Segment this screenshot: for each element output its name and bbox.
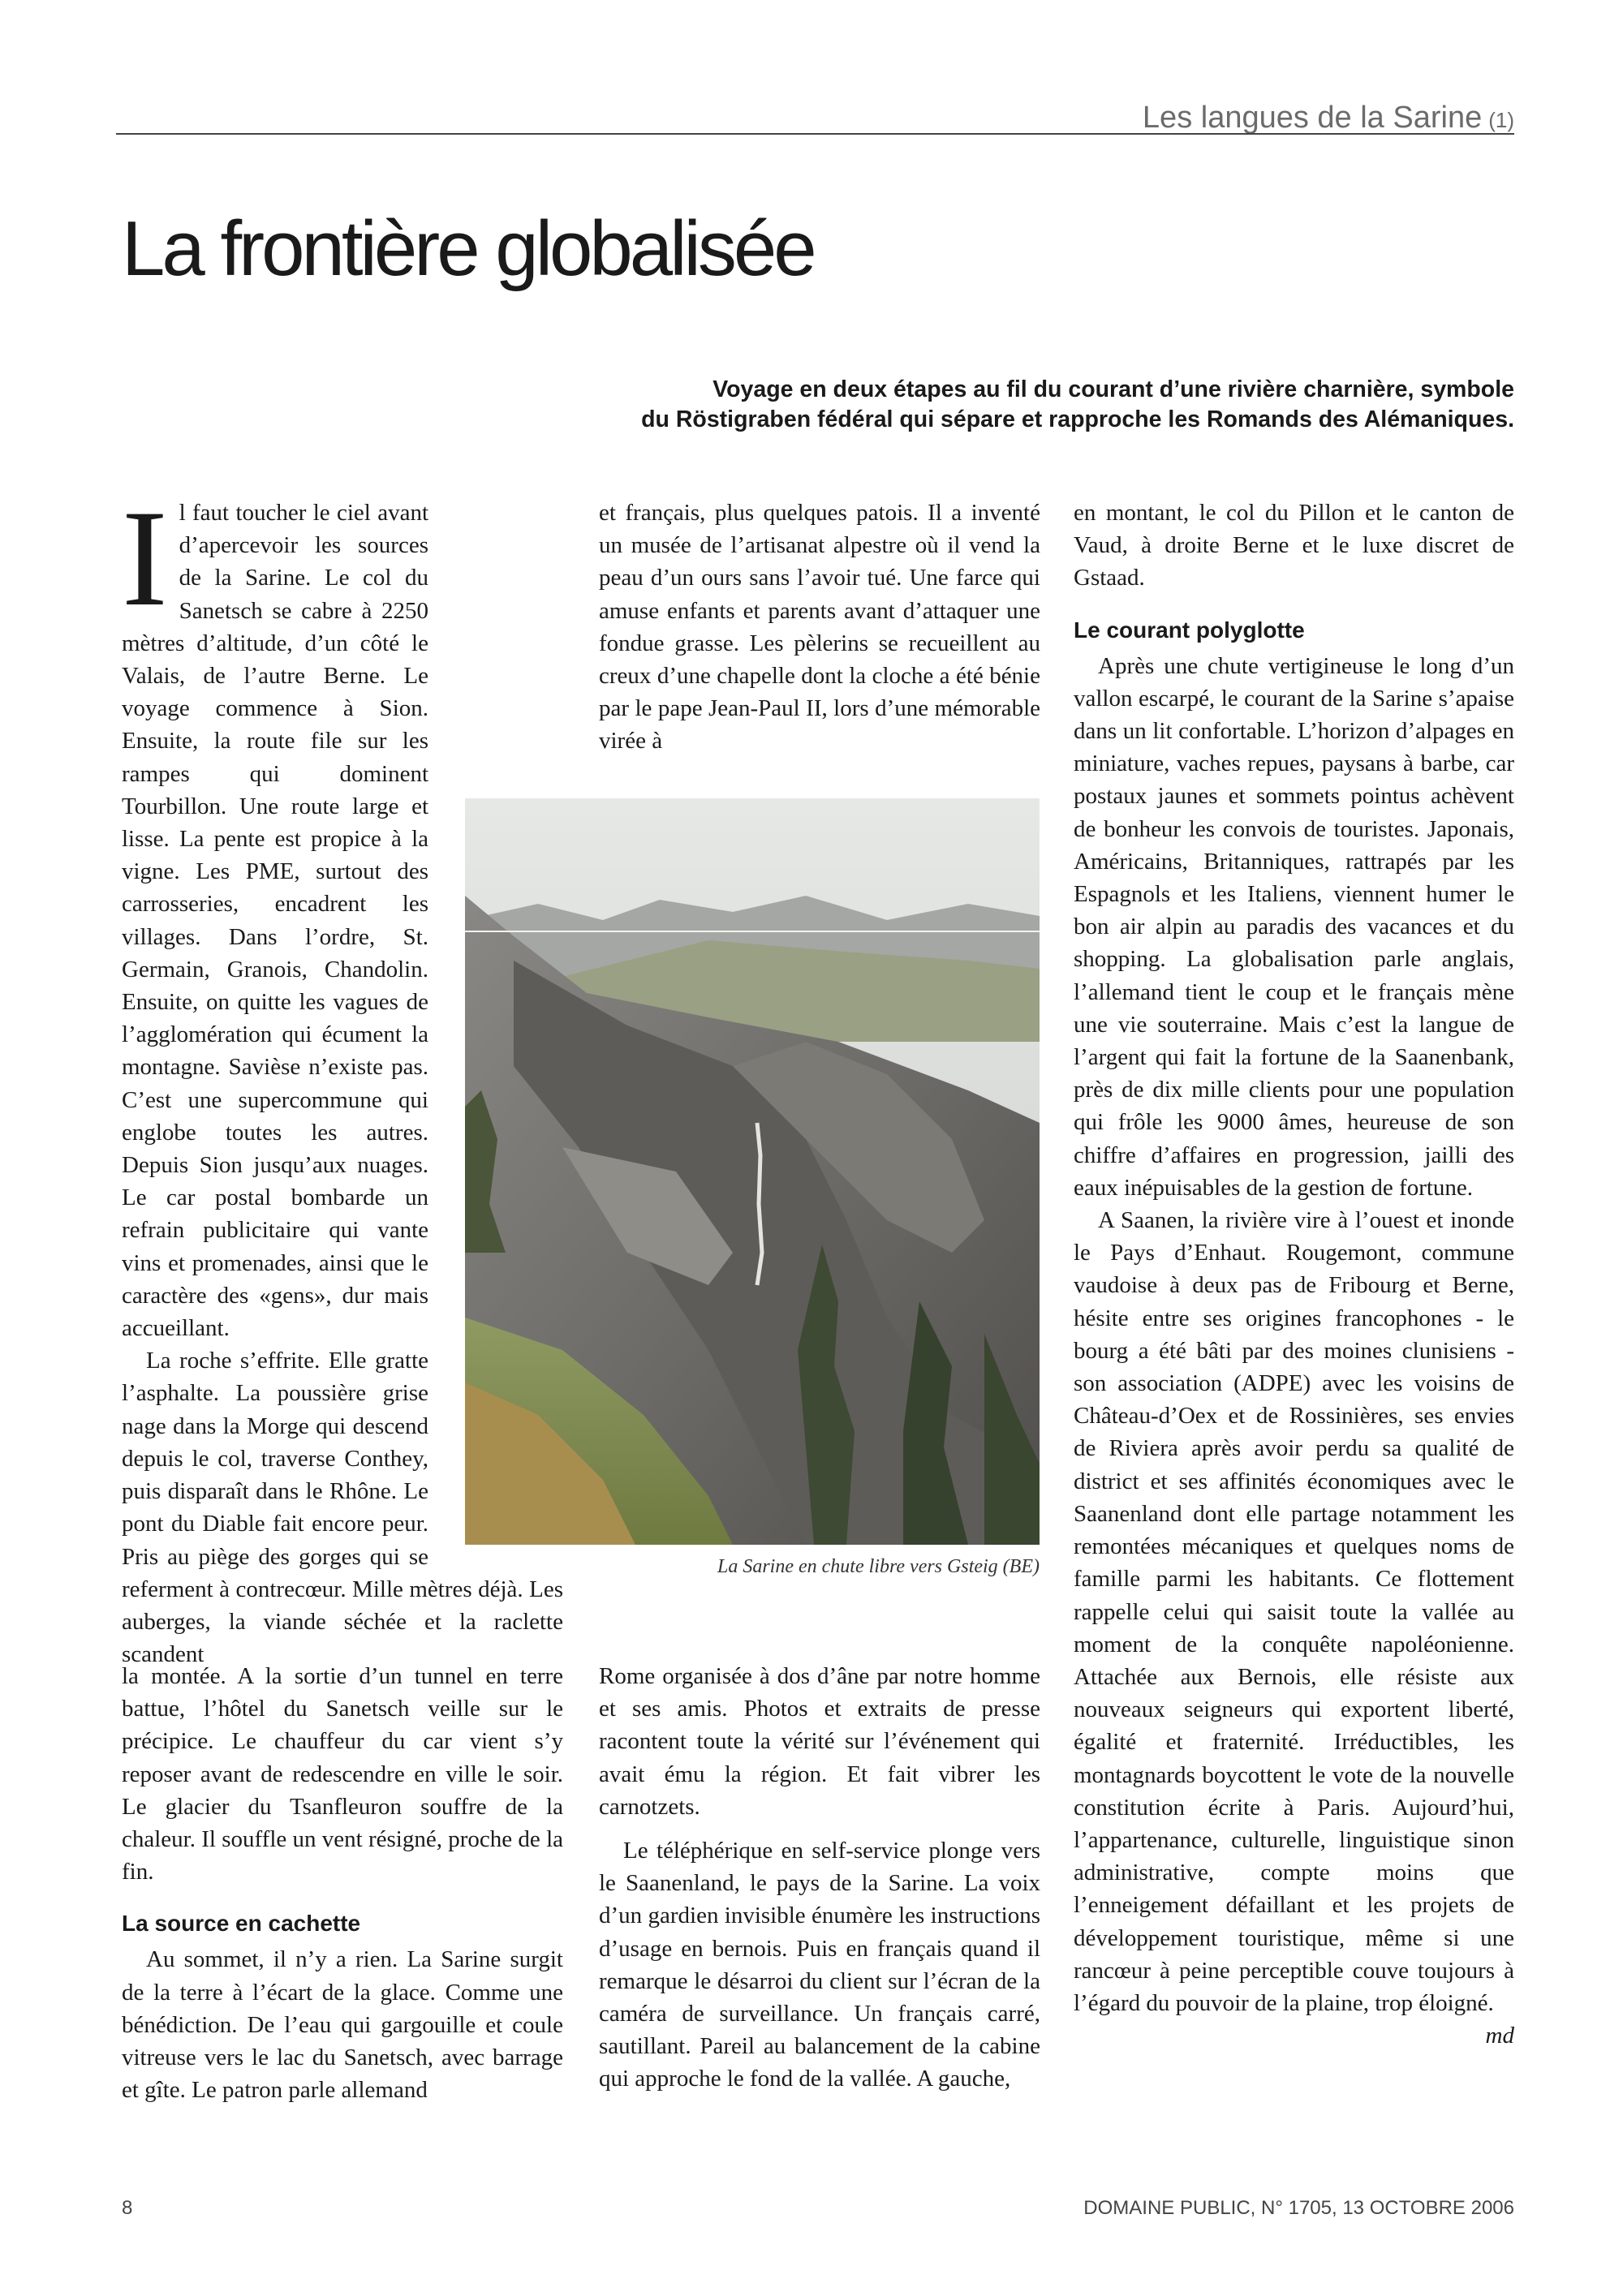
- lede-line-1: Voyage en deux étapes au fil du courant d’une rivière charnière, symbole: [712, 376, 1514, 402]
- rubric-text: Les langues de la Sarine: [1142, 101, 1483, 135]
- subheading-source: La source en cachette: [122, 1911, 361, 1937]
- author-signature: md: [1485, 2023, 1514, 2049]
- paragraph-saanen-text: A Saanen, la rivière vire à l’ouest et inonde le Pays d’Enhaut. Rougemont, commune vaudoise à deux pas de Fribourg et Berne, hésite entre ses origines francophones - le bourg a été bâti par des moines clunisiens - son association (ADPE) avec les voisins de Château-d’Oex et de Rossinières, ses envies de Riviera après avoir perdu sa qualité de district et ses affinités économiques avec le Saanenland dont elle partage notamment les remontées mécaniques et quelques noms de famille parmi les habitants. Ce flottement rappelle celui qui saisit toute la vallée au moment de la conquête napoléonienne. Attachée aux Bernois, elle résiste aux nouveaux seigneurs qui exportent liberté, égalité et fraternité. Irréductibles, les montagnards boycottent le vote de la nouvelle constitution écrite à Paris. Aujourd’hui, l’appartenance, culturelle, linguistique sinon administrative, compte moins que l’enneigement défaillant et les projets de développement touristique, même si une rancœur à peine perceptible couve toujours à l’égard du pouvoir de la plaine, trop éloigné.: [1074, 1207, 1514, 2016]
- paragraph-chute: Après une chute vertigineuse le long d’un vallon escarpé, le courant de la Sarine s’apaise dans un lit confortable. L’horizon d’alpages en miniature, vaches repues, paysans à barbe, car postaux jaunes et sommets pointus achèvent de bonheur les convois de touristes. Japonais, Américains, Britanniques, rattrapés par les Espagnols et les Italiens, viennent humer le bon air alpin au paradis des vacances et du shopping. La globalisation parle anglais, l’allemand tient le coup et le français mène une vie souterraine. Mais c’est la langue de l’argent qui fait la fortune de la Saanenbank, près de dix mille clients pour une population qui frôle les 9000 âmes, heureuse de son chiffre d’affaires en progression, jailli des eaux inépuisables de la gestion de fortune.: [1074, 652, 1514, 1201]
- column-3: [1074, 497, 1514, 2052]
- paragraph-intro-text: l faut toucher le ciel avant d’apercevoir les sources de la Sarine. Le col du Sanetsch se cabre à 2250 mètres d’altitude, d’un côté le Valais, de l’autre Berne. Le voyage commence à Sion. Ensuite, la route file sur les rampes qui dominent Tourbillon. Une route large et lisse. La pente est propice à la vigne. Les PME, surtout des carrosseries, encadrent les villages. Dans l’ordre, St. Germain, Granois, Chandolin. Ensuite, on quitte les vagues de l’agglomération qui écument la montagne. Savièse n’existe pas. C’est une supercommune qui englobe toutes les autres. Depuis Sion jusqu’aux nuages. Le car postal bombarde un refrain publicitaire qui vante vins et promenades, ainsi que le caractère des «gens», dur mais accueillant.: [122, 500, 428, 1342]
- page-number: 8: [122, 2197, 133, 2219]
- lede-line-2: du Röstigraben fédéral qui sépare et rapproche les Romands des Alémaniques.: [641, 406, 1514, 432]
- paragraph-telepherique: Le téléphérique en self-service plonge vers le Saanenland, le pays de la Sarine. La voix d’un gardien invisible énumère les instructions d’usage en bernois. Puis en français quand il remarque le désarroi du client sur l’écran de la caméra de surveillance. Un français carré, sautillant. Pareil au balancement de la cabine qui approche le fond de la vallée. A gauche,: [599, 1838, 1040, 2092]
- article-title: La frontière globalisée: [122, 205, 814, 292]
- paragraph-telepherique-continued: en montant, le col du Pillon et le canton de Vaud, à droite Berne et le luxe discret de Gstaad.: [1074, 500, 1514, 591]
- photo-caption: La Sarine en chute libre vers Gsteig (BE): [717, 1556, 1040, 1577]
- paragraph-roche-continued: la montée. A la sortie d’un tunnel en terre battue, l’hôtel du Sanetsch veille sur le précipice. Le chauffeur du car vient s’y reposer avant de redescendre en ville le soir. Le glacier du Tsanfleuron souffre de la chaleur. Il souffle un vent résigné, proche de la fin.: [122, 1663, 563, 1885]
- header-rule: [116, 133, 1514, 135]
- paragraph-sommet: Au sommet, il n’y a rien. La Sarine surgit de la terre à l’écart de la glace. Comme une bénédiction. De l’eau qui gargouille et coule vitreuse vers le lac du Sanetsch, avec barrage et gîte. Le patron parle allemand: [122, 1946, 563, 2104]
- article-lede: [454, 375, 1514, 435]
- paragraph-saanen: [1074, 1204, 1514, 2049]
- publication-info: DOMAINE PUBLIC, N° 1705, 13 OCTOBRE 2006: [1083, 2197, 1514, 2219]
- rubric-issue-marker: (1): [1488, 108, 1514, 132]
- subheading-courant: Le courant polyglotte: [1074, 617, 1305, 643]
- column-1-lower: [122, 1660, 563, 2106]
- paragraph-roche: La roche s’effrite. Elle gratte l’asphalte. La poussière grise nage dans la Morge qui descend depuis le col, traverse Conthey, puis disparaît dans le Rhône. Le pont du Diable fait encore peur. Pris au piège des gorges qui se referment à contrecœur. Mille mètres déjà. Les auberges, la viande séchée et la raclette scandent: [122, 1348, 563, 1668]
- article-photo: [465, 798, 1040, 1545]
- drop-cap: I: [122, 482, 168, 634]
- paragraph-sommet-continued: et français, plus quelques patois. Il a inventé un musée de l’artisanat alpestre où il vend la peau d’un ours sans l’avoir tué. Une farce qui amuse enfants et parents avant d’attaquer une fondue grasse. Les pèlerins se recueillent au creux d’une chapelle dont la cloche a été bénie par le pape Jean-Paul II, lors d’une mémorable virée à: [599, 500, 1040, 755]
- column-2-upper: [599, 497, 1040, 758]
- paragraph-sommet-end: Rome organisée à dos d’âne par notre homme et ses amis. Photos et extraits de presse racontent toute la vérité sur l’événement qui avait ému la région. Et fait vibrer les carnotzets.: [599, 1663, 1040, 1820]
- photo-mountain-waterfall: [465, 798, 1040, 1545]
- column-2-lower: [599, 1660, 1040, 2096]
